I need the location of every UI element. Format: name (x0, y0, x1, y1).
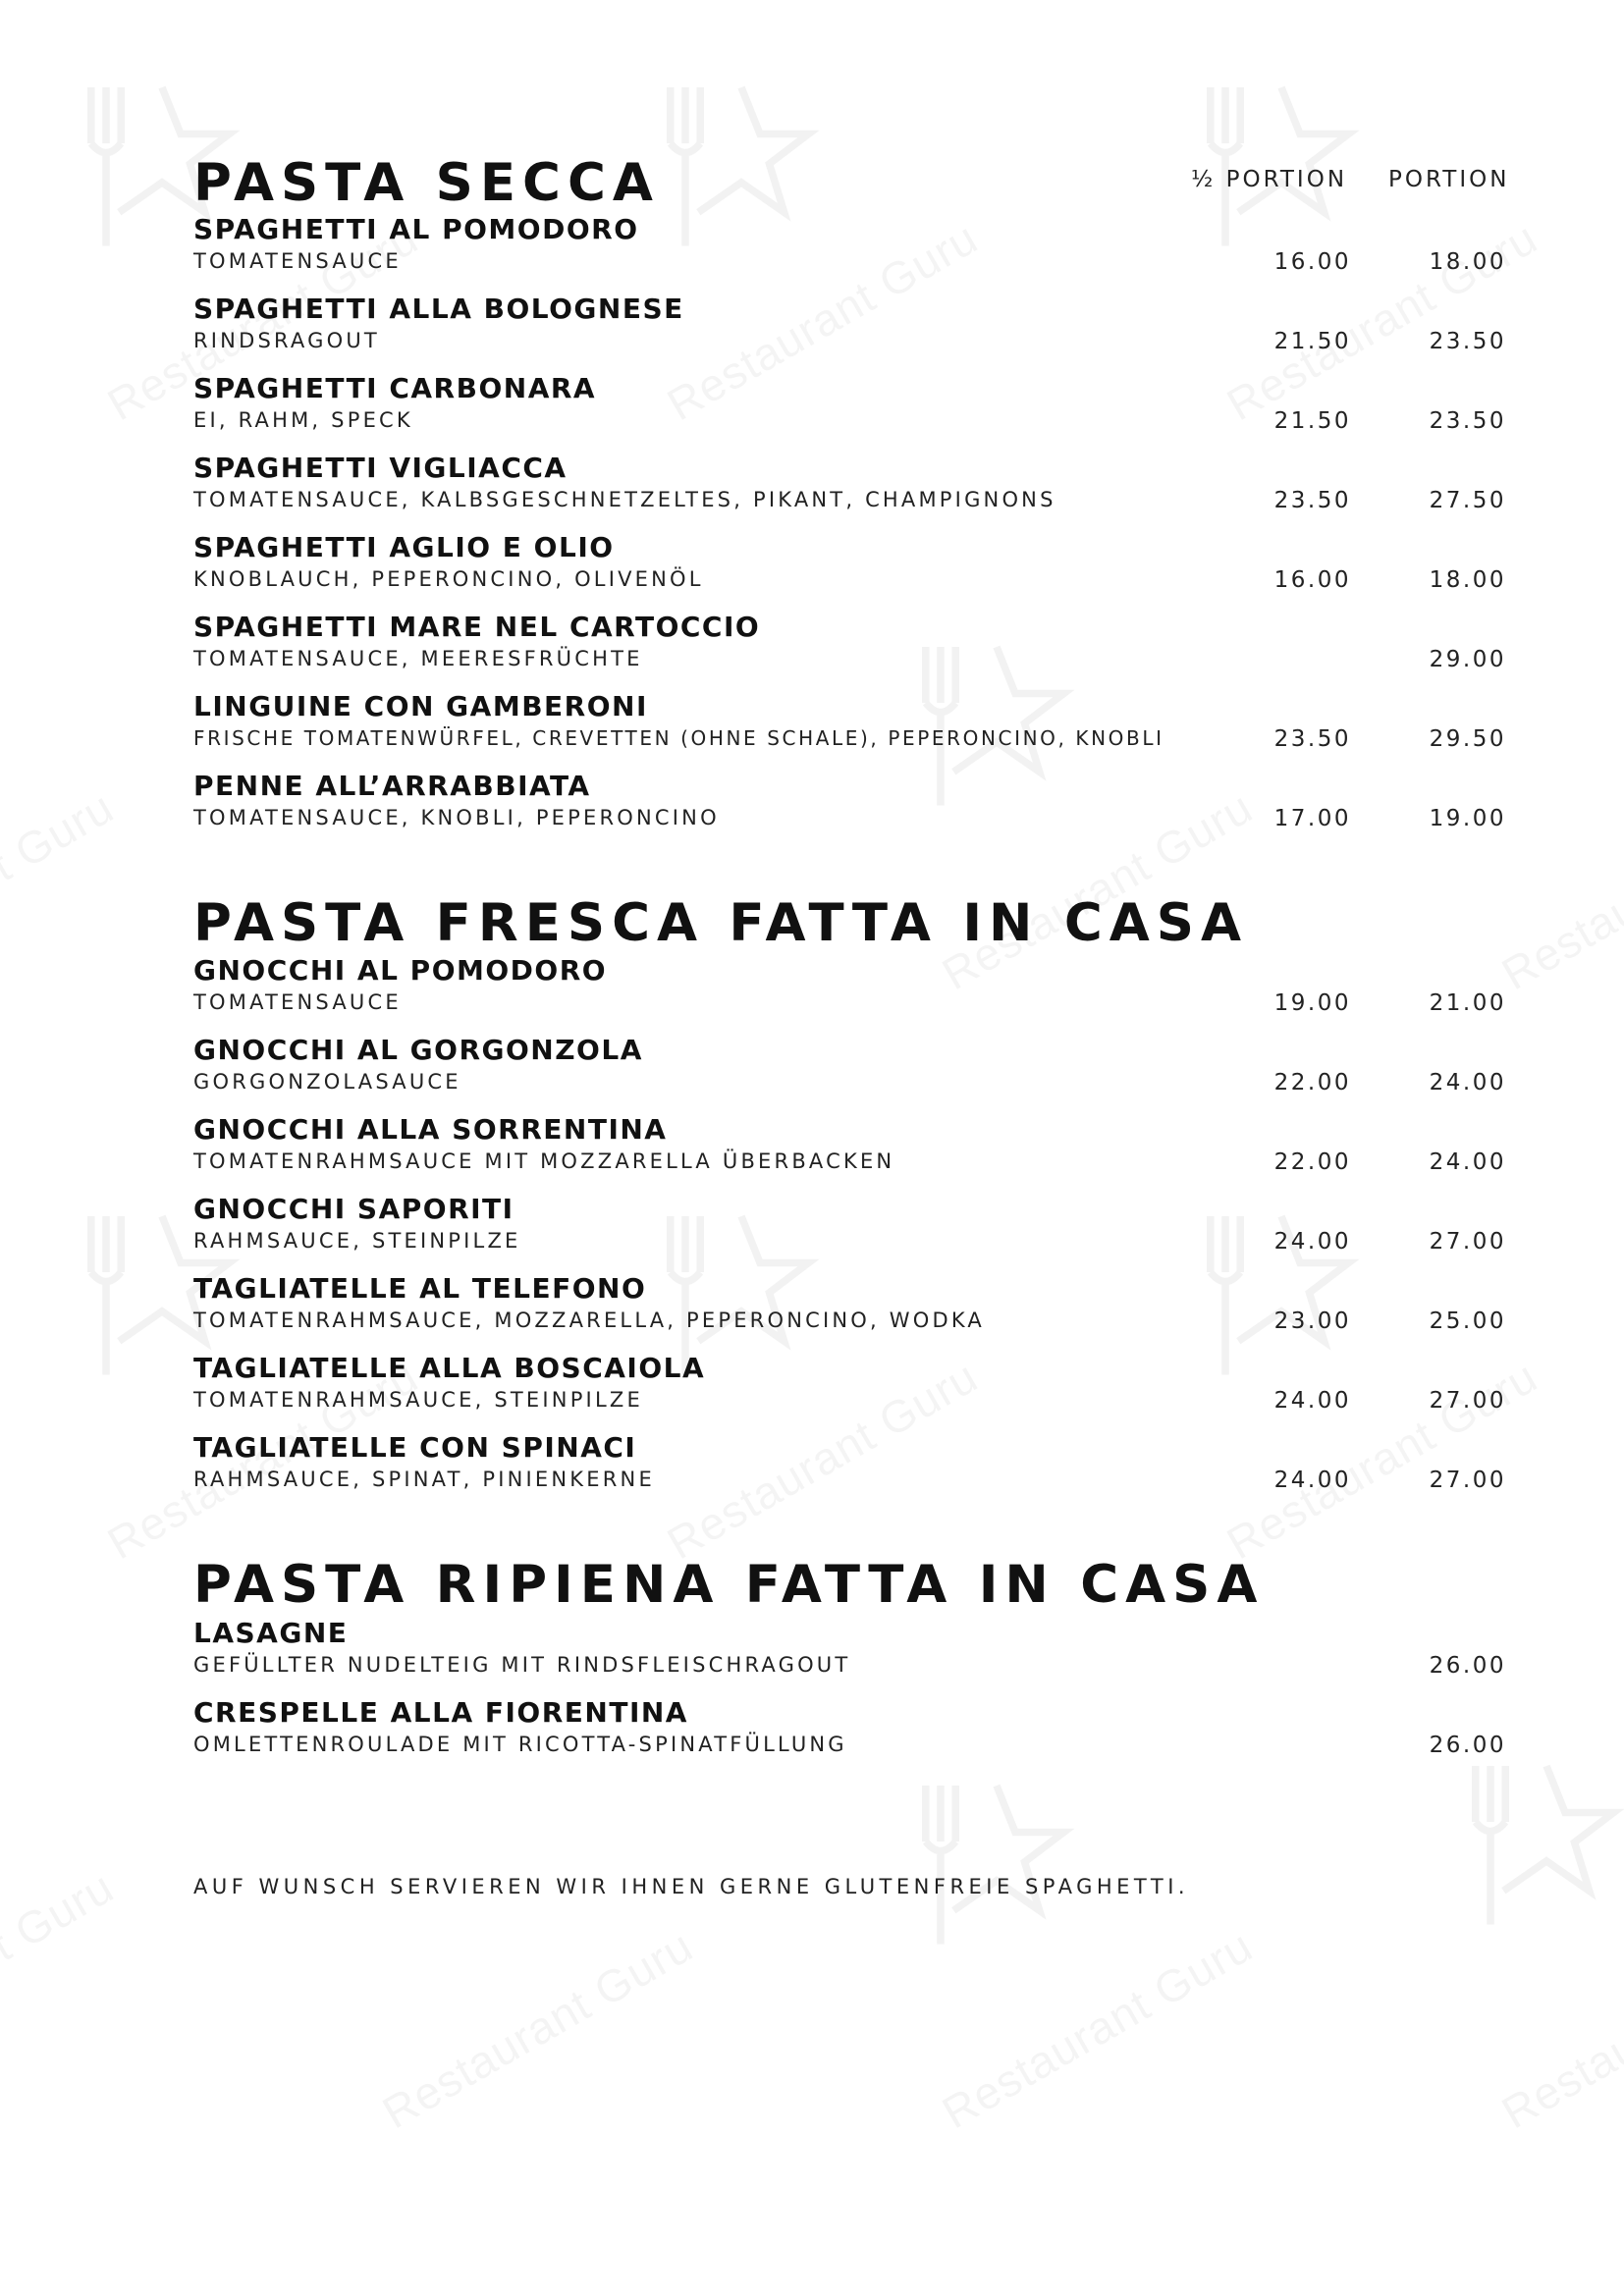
watermark-text (1492, 780, 1624, 1000)
item-description: EI, RAHM, SPECK (193, 408, 413, 432)
section-title-pasta-ripiena: PASTA RIPIENA FATTA IN CASA (193, 1555, 1265, 1615)
half-portion-price: 24.00 (1273, 1229, 1351, 1255)
half-portion-price: 21.50 (1273, 408, 1351, 434)
half-portion-header: ½ PORTION (1191, 167, 1348, 192)
watermark-text (933, 1919, 1261, 2139)
watermark-text (1492, 1919, 1624, 2139)
item-name: GNOCCHI AL POMODORO (193, 954, 608, 987)
item-description: TOMATENSAUCE (193, 249, 402, 273)
menu-item (193, 1617, 1509, 1688)
menu-item (193, 1034, 1509, 1105)
item-name: TAGLIATELLE CON SPINACI (193, 1431, 637, 1464)
portion-price: 24.00 (1429, 1070, 1506, 1095)
item-description: RAHMSAUCE, SPINAT, PINIENKERNE (193, 1468, 655, 1491)
watermark-text (0, 780, 123, 1000)
item-name: SPAGHETTI AL POMODORO (193, 213, 639, 245)
half-portion-price: 23.00 (1273, 1308, 1351, 1334)
item-description: RINDSRAGOUT (193, 329, 380, 352)
half-portion-price: 24.00 (1273, 1468, 1351, 1493)
portion-price: 27.00 (1429, 1388, 1506, 1414)
item-name: SPAGHETTI AGLIO E OLIO (193, 531, 615, 563)
portion-price: 29.50 (1429, 726, 1506, 752)
item-name: PENNE ALL’ARRABBIATA (193, 770, 591, 802)
item-description: TOMATENRAHMSAUCE, STEINPILZE (193, 1388, 643, 1412)
watermark-logo-icon (903, 1767, 1090, 1957)
menu-item (193, 531, 1509, 603)
item-name: LASAGNE (193, 1617, 349, 1649)
item-name: SPAGHETTI VIGLIACCA (193, 452, 568, 484)
menu-item (193, 1696, 1509, 1768)
menu-item (193, 1272, 1509, 1344)
menu-item (193, 1113, 1509, 1185)
menu-item (193, 372, 1509, 444)
section-title-pasta-secca: PASTA SECCA (193, 153, 660, 213)
menu-item (193, 1193, 1509, 1264)
half-portion-price: 17.00 (1273, 806, 1351, 831)
half-portion-price: 16.00 (1273, 567, 1351, 593)
item-description: TOMATENSAUCE (193, 990, 402, 1014)
item-name: TAGLIATELLE ALLA BOSCAIOLA (193, 1352, 706, 1384)
menu-item (193, 1431, 1509, 1503)
portion-price: 24.00 (1429, 1149, 1506, 1175)
item-name: SPAGHETTI MARE NEL CARTOCCIO (193, 611, 761, 643)
portion-price: 27.50 (1429, 488, 1506, 513)
item-description: GEFÜLLTER NUDELTEIG MIT RINDSFLEISCHRAGOUT (193, 1653, 851, 1677)
menu-item (193, 770, 1509, 841)
item-name: TAGLIATELLE AL TELEFONO (193, 1272, 647, 1305)
half-portion-price: 21.50 (1273, 329, 1351, 354)
portion-price: 23.50 (1429, 329, 1506, 354)
item-description: GORGONZOLASAUCE (193, 1070, 461, 1094)
gluten-free-note: AUF WUNSCH SERVIEREN WIR IHNEN GERNE GLUTENFREIE SPAGHETTI. (193, 1875, 1190, 1898)
item-name: GNOCCHI SAPORITI (193, 1193, 514, 1225)
half-portion-price: 23.50 (1273, 726, 1351, 752)
portion-price: 26.00 (1429, 1653, 1506, 1679)
half-portion-price: 19.00 (1273, 990, 1351, 1016)
watermark-text (0, 1860, 123, 2080)
item-name: SPAGHETTI ALLA BOLOGNESE (193, 293, 684, 325)
portion-price: 18.00 (1429, 567, 1506, 593)
portion-header: PORTION (1388, 167, 1510, 192)
item-name: GNOCCHI ALLA SORRENTINA (193, 1113, 668, 1146)
item-name: GNOCCHI AL GORGONZOLA (193, 1034, 643, 1066)
half-portion-price: 22.00 (1273, 1070, 1351, 1095)
item-description: TOMATENSAUCE, KNOBLI, PEPERONCINO (193, 806, 720, 829)
item-name: SPAGHETTI CARBONARA (193, 372, 597, 404)
menu-item (193, 295, 1509, 364)
portion-price: 18.00 (1429, 249, 1506, 275)
item-description: TOMATENRAHMSAUCE MIT MOZZARELLA ÜBERBACKEN (193, 1149, 895, 1173)
item-description: KNOBLAUCH, PEPERONCINO, OLIVENÖL (193, 567, 704, 591)
portion-price: 26.00 (1429, 1733, 1506, 1758)
half-portion-price: 24.00 (1273, 1388, 1351, 1414)
item-description: FRISCHE TOMATENWÜRFEL, CREVETTEN (OHNE SCHALE), PEPERONCINO, KNOBLI (193, 726, 1164, 750)
section-title-pasta-fresca: PASTA FRESCA FATTA IN CASA (193, 893, 1248, 953)
watermark-logo-icon (1453, 1747, 1624, 1938)
portion-price: 21.00 (1429, 990, 1506, 1016)
portion-price: 25.00 (1429, 1308, 1506, 1334)
half-portion-price: 23.50 (1273, 488, 1351, 513)
item-name: CRESPELLE ALLA FIORENTINA (193, 1696, 688, 1729)
menu-item (193, 454, 1509, 523)
watermark-text (373, 1919, 701, 2139)
half-portion-price: 16.00 (1273, 249, 1351, 275)
menu-item (193, 213, 1509, 285)
portion-price: 27.00 (1429, 1468, 1506, 1493)
item-description: RAHMSAUCE, STEINPILZE (193, 1229, 521, 1253)
menu-item (193, 954, 1509, 1026)
item-description: TOMATENRAHMSAUCE, MOZZARELLA, PEPERONCINO, WODKA (193, 1308, 985, 1332)
half-portion-price: 22.00 (1273, 1149, 1351, 1175)
portion-price: 29.00 (1429, 647, 1506, 672)
item-description: OMLETTENROULADE MIT RICOTTA-SPINATFÜLLUNG (193, 1733, 847, 1756)
menu-item (193, 1352, 1509, 1423)
item-name: LINGUINE CON GAMBERONI (193, 690, 648, 722)
item-description: TOMATENSAUCE, MEERESFRÜCHTE (193, 647, 643, 670)
menu-item (193, 611, 1509, 682)
portion-price: 27.00 (1429, 1229, 1506, 1255)
item-description: TOMATENSAUCE, KALBSGESCHNETZELTES, PIKANT, CHAMPIGNONS (193, 488, 1056, 511)
menu-item (193, 690, 1509, 762)
portion-price: 19.00 (1429, 806, 1506, 831)
portion-price: 23.50 (1429, 408, 1506, 434)
